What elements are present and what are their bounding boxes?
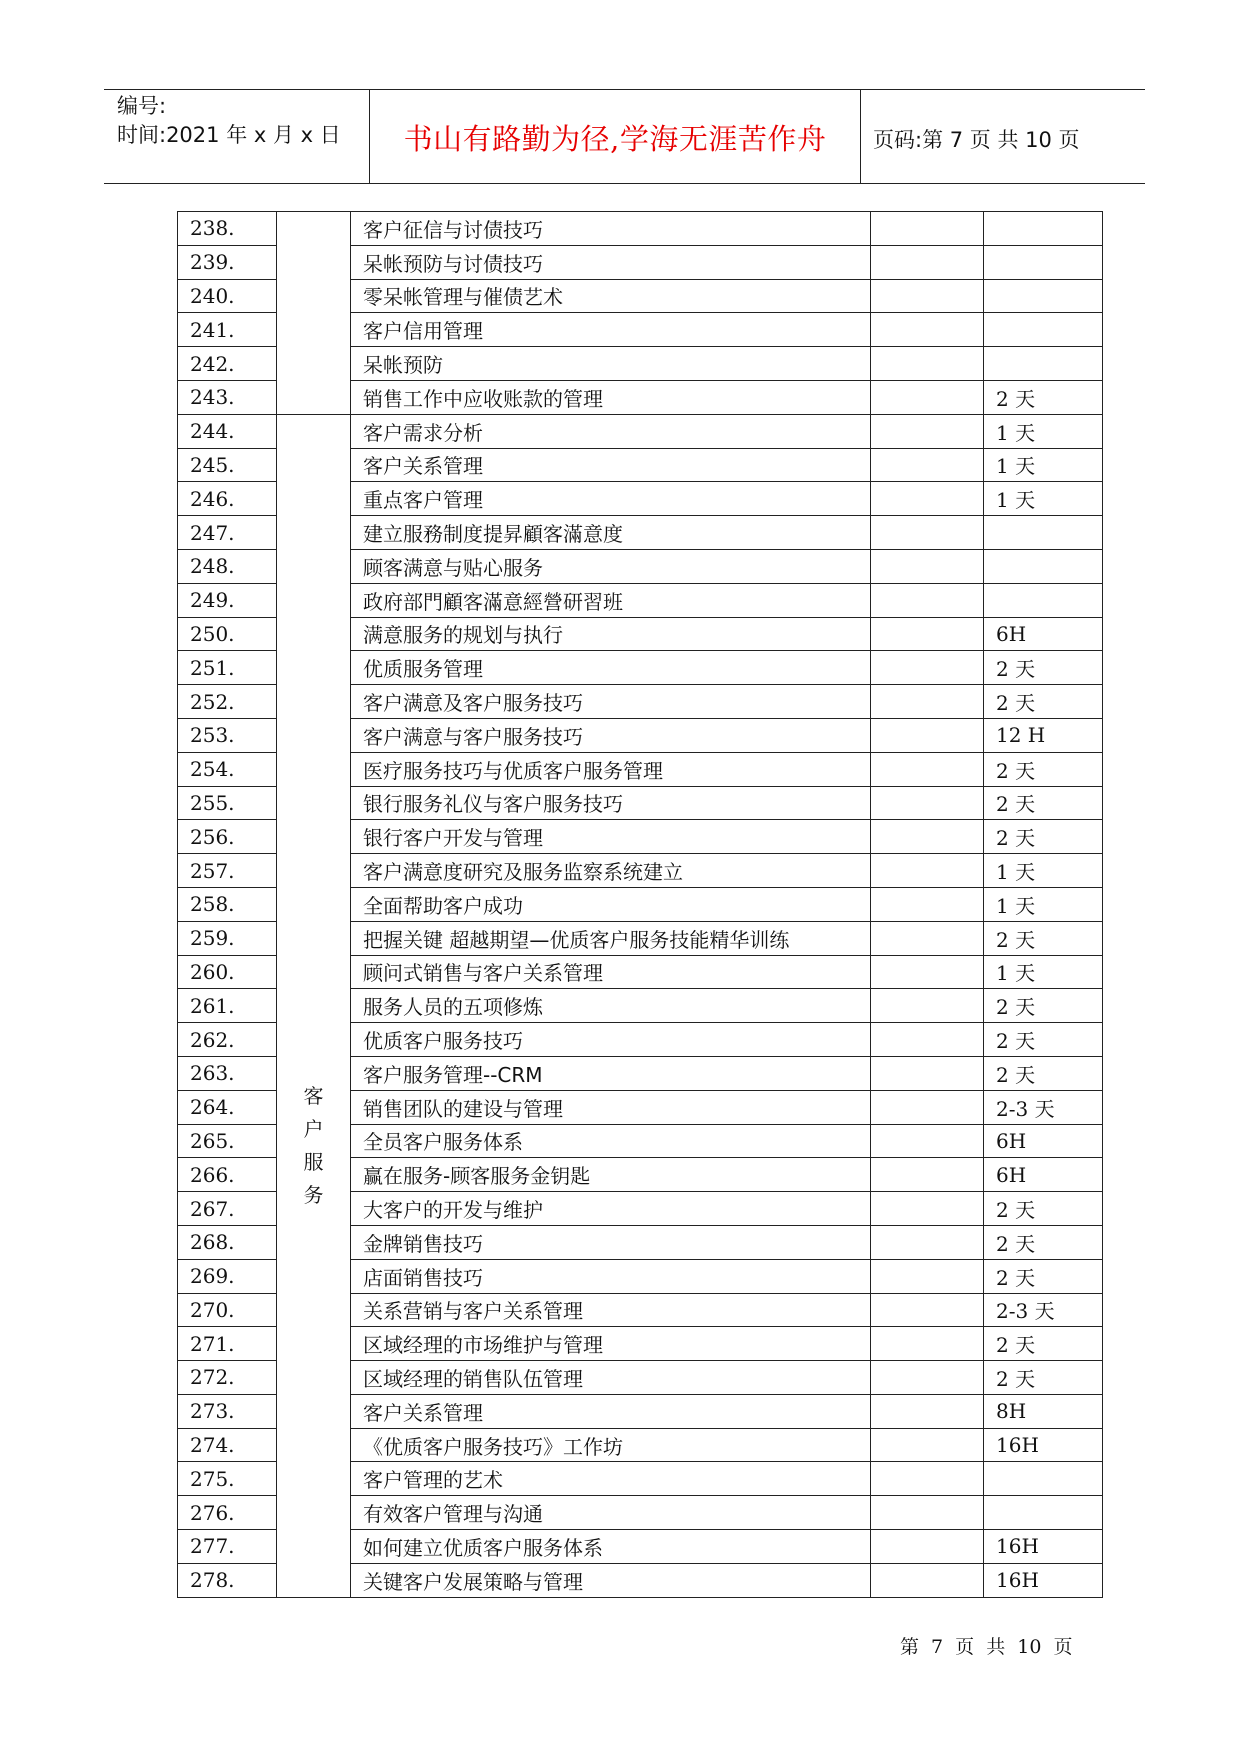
row-number: 266. <box>178 1158 277 1192</box>
empty-cell <box>871 313 984 347</box>
course-title: 顾客满意与贴心服务 <box>351 549 871 583</box>
row-number: 238. <box>178 212 277 246</box>
course-duration: 2 天 <box>984 820 1103 854</box>
course-duration: 2 天 <box>984 1192 1103 1226</box>
course-duration: 16H <box>984 1530 1103 1564</box>
row-number: 240. <box>178 279 277 313</box>
category-cell <box>277 414 351 1597</box>
course-title: 客户关系管理 <box>351 1394 871 1428</box>
course-duration: 1 天 <box>984 955 1103 989</box>
course-duration: 2 天 <box>984 1023 1103 1057</box>
row-number: 241. <box>178 313 277 347</box>
course-title: 有效客户管理与沟通 <box>351 1496 871 1530</box>
empty-cell <box>871 1394 984 1428</box>
empty-cell <box>871 1361 984 1395</box>
row-number: 260. <box>178 955 277 989</box>
row-number: 272. <box>178 1361 277 1395</box>
empty-cell <box>871 1056 984 1090</box>
course-duration <box>984 245 1103 279</box>
empty-cell <box>871 1563 984 1597</box>
course-title: 客户征信与讨债技巧 <box>351 212 871 246</box>
empty-cell <box>871 1428 984 1462</box>
row-number: 262. <box>178 1023 277 1057</box>
row-number: 244. <box>178 414 277 448</box>
course-title: 优质服务管理 <box>351 651 871 685</box>
empty-cell <box>871 380 984 414</box>
course-title: 政府部門顧客滿意經營研習班 <box>351 583 871 617</box>
course-title: 销售工作中应收账款的管理 <box>351 380 871 414</box>
course-duration: 1 天 <box>984 887 1103 921</box>
course-title: 银行客户开发与管理 <box>351 820 871 854</box>
row-number: 265. <box>178 1124 277 1158</box>
course-duration: 1 天 <box>984 414 1103 448</box>
course-table-body <box>178 212 1103 1598</box>
empty-cell <box>871 617 984 651</box>
empty-cell <box>871 245 984 279</box>
course-duration: 12 H <box>984 718 1103 752</box>
course-title: 满意服务的规划与执行 <box>351 617 871 651</box>
course-title: 《优质客户服务技巧》工作坊 <box>351 1428 871 1462</box>
category-cell-empty <box>277 212 351 415</box>
empty-cell <box>871 1158 984 1192</box>
course-title: 全员客户服务体系 <box>351 1124 871 1158</box>
empty-cell <box>871 482 984 516</box>
empty-cell <box>871 651 984 685</box>
empty-cell <box>871 279 984 313</box>
empty-cell <box>871 1259 984 1293</box>
empty-cell <box>871 752 984 786</box>
row-number: 257. <box>178 854 277 888</box>
course-title: 医疗服务技巧与优质客户服务管理 <box>351 752 871 786</box>
row-number: 243. <box>178 380 277 414</box>
empty-cell <box>871 820 984 854</box>
course-title: 优质客户服务技巧 <box>351 1023 871 1057</box>
row-number: 242. <box>178 347 277 381</box>
course-duration: 2 天 <box>984 1327 1103 1361</box>
row-number: 270. <box>178 1293 277 1327</box>
course-title: 关键客户发展策略与管理 <box>351 1563 871 1597</box>
course-duration: 6H <box>984 1124 1103 1158</box>
row-number: 278. <box>178 1563 277 1597</box>
empty-cell <box>871 448 984 482</box>
course-title: 呆帐预防与讨债技巧 <box>351 245 871 279</box>
course-duration: 2 天 <box>984 1225 1103 1259</box>
empty-cell <box>871 1530 984 1564</box>
row-number: 273. <box>178 1394 277 1428</box>
course-duration: 2 天 <box>984 989 1103 1023</box>
course-title: 关系营销与客户关系管理 <box>351 1293 871 1327</box>
row-number: 275. <box>178 1462 277 1496</box>
row-number: 263. <box>178 1056 277 1090</box>
empty-cell <box>871 212 984 246</box>
course-title: 如何建立优质客户服务体系 <box>351 1530 871 1564</box>
course-duration: 16H <box>984 1428 1103 1462</box>
empty-cell <box>871 1192 984 1226</box>
category-label: 客户服务 <box>303 1083 324 1207</box>
row-number: 258. <box>178 887 277 921</box>
course-duration: 2 天 <box>984 651 1103 685</box>
row-number: 261. <box>178 989 277 1023</box>
course-title: 把握关键 超越期望—优质客户服务技能精华训练 <box>351 921 871 955</box>
row-number: 254. <box>178 752 277 786</box>
course-duration: 2 天 <box>984 1056 1103 1090</box>
row-number: 274. <box>178 1428 277 1462</box>
row-number: 245. <box>178 448 277 482</box>
header-page-label: 页码:第 7 页 共 10 页 <box>873 128 1080 152</box>
empty-cell <box>871 516 984 550</box>
course-title: 客户满意及客户服务技巧 <box>351 685 871 719</box>
header-divider-2 <box>860 90 861 184</box>
row-number: 256. <box>178 820 277 854</box>
empty-cell <box>871 1462 984 1496</box>
course-duration <box>984 549 1103 583</box>
course-duration <box>984 313 1103 347</box>
course-table <box>177 211 1103 1598</box>
empty-cell <box>871 718 984 752</box>
course-duration: 2 天 <box>984 380 1103 414</box>
course-title: 全面帮助客户成功 <box>351 887 871 921</box>
empty-cell <box>871 347 984 381</box>
code-label: 编号: <box>117 94 167 118</box>
row-number: 251. <box>178 651 277 685</box>
course-duration: 6H <box>984 1158 1103 1192</box>
page-footer: 第 7 页 共 10 页 <box>900 1636 1073 1658</box>
header-motto: 书山有路勤为径,学海无涯苦作舟 <box>403 122 827 156</box>
row-number: 269. <box>178 1259 277 1293</box>
course-title: 客户服务管理--CRM <box>351 1056 871 1090</box>
course-duration <box>984 1496 1103 1530</box>
row-number: 249. <box>178 583 277 617</box>
course-title: 客户满意与客户服务技巧 <box>351 718 871 752</box>
time-label: 时间:2021 年 x 月 x 日 <box>117 123 341 147</box>
row-number: 267. <box>178 1192 277 1226</box>
empty-cell <box>871 414 984 448</box>
empty-cell <box>871 921 984 955</box>
course-title: 客户关系管理 <box>351 448 871 482</box>
course-title: 建立服務制度提昇顧客滿意度 <box>351 516 871 550</box>
table-row <box>178 414 1103 448</box>
course-title: 金牌销售技巧 <box>351 1225 871 1259</box>
empty-cell <box>871 549 984 583</box>
empty-cell <box>871 989 984 1023</box>
course-title: 大客户的开发与维护 <box>351 1192 871 1226</box>
course-title: 顾问式销售与客户关系管理 <box>351 955 871 989</box>
course-title: 客户需求分析 <box>351 414 871 448</box>
empty-cell <box>871 1023 984 1057</box>
empty-cell <box>871 887 984 921</box>
row-number: 268. <box>178 1225 277 1259</box>
row-number: 253. <box>178 718 277 752</box>
course-duration <box>984 1462 1103 1496</box>
course-duration <box>984 347 1103 381</box>
course-duration <box>984 279 1103 313</box>
course-title: 客户信用管理 <box>351 313 871 347</box>
course-title: 银行服务礼仪与客户服务技巧 <box>351 786 871 820</box>
course-title: 区域经理的市场维护与管理 <box>351 1327 871 1361</box>
course-title: 店面销售技巧 <box>351 1259 871 1293</box>
course-duration: 2 天 <box>984 752 1103 786</box>
course-duration: 2 天 <box>984 685 1103 719</box>
empty-cell <box>871 685 984 719</box>
course-title: 重点客户管理 <box>351 482 871 516</box>
empty-cell <box>871 1293 984 1327</box>
row-number: 276. <box>178 1496 277 1530</box>
empty-cell <box>871 955 984 989</box>
row-number: 252. <box>178 685 277 719</box>
course-duration: 2-3 天 <box>984 1090 1103 1124</box>
header-bottom-rule <box>104 183 1145 184</box>
row-number: 246. <box>178 482 277 516</box>
course-duration: 2 天 <box>984 921 1103 955</box>
empty-cell <box>871 583 984 617</box>
course-title: 销售团队的建设与管理 <box>351 1090 871 1124</box>
row-number: 264. <box>178 1090 277 1124</box>
empty-cell <box>871 1124 984 1158</box>
course-duration: 16H <box>984 1563 1103 1597</box>
header-top-rule <box>104 89 1145 90</box>
course-title: 客户管理的艺术 <box>351 1462 871 1496</box>
course-duration: 2 天 <box>984 1361 1103 1395</box>
course-title: 零呆帐管理与催债艺术 <box>351 279 871 313</box>
empty-cell <box>871 1496 984 1530</box>
course-duration: 2 天 <box>984 1259 1103 1293</box>
course-duration: 2 天 <box>984 786 1103 820</box>
course-duration: 1 天 <box>984 448 1103 482</box>
course-duration: 8H <box>984 1394 1103 1428</box>
row-number: 239. <box>178 245 277 279</box>
course-title: 区域经理的销售队伍管理 <box>351 1361 871 1395</box>
row-number: 259. <box>178 921 277 955</box>
row-number: 255. <box>178 786 277 820</box>
header-info <box>117 92 341 150</box>
empty-cell <box>871 1225 984 1259</box>
table-row <box>178 212 1103 246</box>
course-duration: 2-3 天 <box>984 1293 1103 1327</box>
row-number: 250. <box>178 617 277 651</box>
course-duration <box>984 583 1103 617</box>
course-title: 赢在服务-顾客服务金钥匙 <box>351 1158 871 1192</box>
course-duration: 6H <box>984 617 1103 651</box>
row-number: 271. <box>178 1327 277 1361</box>
empty-cell <box>871 1090 984 1124</box>
row-number: 277. <box>178 1530 277 1564</box>
empty-cell <box>871 786 984 820</box>
row-number: 247. <box>178 516 277 550</box>
row-number: 248. <box>178 549 277 583</box>
course-duration <box>984 212 1103 246</box>
course-duration: 1 天 <box>984 482 1103 516</box>
course-duration: 1 天 <box>984 854 1103 888</box>
empty-cell <box>871 854 984 888</box>
course-title: 呆帐预防 <box>351 347 871 381</box>
course-title: 服务人员的五项修炼 <box>351 989 871 1023</box>
empty-cell <box>871 1327 984 1361</box>
course-title: 客户满意度研究及服务监察系统建立 <box>351 854 871 888</box>
course-duration <box>984 516 1103 550</box>
